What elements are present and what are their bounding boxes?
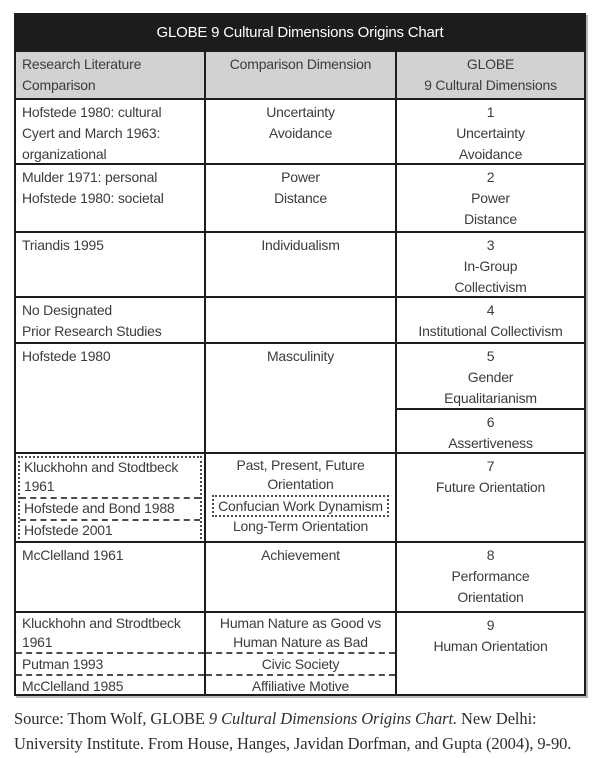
research-literature-cell	[16, 613, 204, 694]
literature-section: Hofstede 2001	[20, 519, 200, 541]
row-power-distance	[16, 163, 584, 231]
globe-dimension-cell: 4 Institutional Collectivism	[418, 302, 563, 339]
research-literature-cell: Hofstede 1980	[22, 348, 111, 364]
header-research-literature: Research Literature Comparison	[22, 56, 142, 93]
research-literature-cell: No Designated Prior Research Studies	[22, 302, 162, 339]
research-literature-cell: Triandis 1995	[22, 237, 104, 253]
origins-chart-table	[14, 13, 586, 696]
dotted-literature-box	[18, 456, 202, 541]
dotted-dimension-box: Confucian Work Dynamism	[212, 495, 389, 517]
comparison-dimension-cell	[204, 613, 397, 694]
comparison-dimension-cell: Uncertainty Avoidance	[204, 100, 397, 163]
header-comparison-dimension: Comparison Dimension	[204, 52, 397, 98]
globe-dimension-split-cell	[397, 344, 584, 452]
comparison-dimension-cell: Past, Present, Future Orientation Confucian Work Dynamism Long-Term Orientation	[204, 454, 397, 541]
globe-dimension-cell: 1 Uncertainty Avoidance	[456, 104, 525, 162]
comparison-dimension-cell-empty	[204, 298, 397, 342]
comparison-dimension-cell: Power Distance	[204, 165, 397, 231]
row-gender-equalitarianism-assertiveness	[16, 342, 584, 452]
globe-dimension-6: 6 Assertiveness	[397, 408, 584, 452]
literature-section: Putman 1993	[16, 652, 204, 674]
literature-section: Hofstede and Bond 1988	[20, 497, 200, 519]
comparison-dimension-cell: Masculinity	[204, 344, 397, 452]
dimension-section: Affiliative Motive	[206, 674, 395, 694]
row-uncertainty-avoidance	[16, 98, 584, 163]
comparison-dimension-cell: Achievement	[204, 543, 397, 611]
research-literature-cell	[16, 454, 204, 541]
dimension-section: Civic Society	[206, 652, 395, 674]
source-suffix: New Delhi:	[456, 709, 537, 728]
source-italic-title: 9 Cultural Dimensions Origins Chart.	[208, 709, 457, 728]
header-globe-dimensions: GLOBE 9 Cultural Dimensions	[424, 56, 557, 93]
row-human-orientation	[16, 611, 584, 694]
globe-dimension-cell: 2 Power Distance	[464, 169, 517, 227]
dimension-section: Human Nature as Good vs Human Nature as Bad	[219, 615, 382, 650]
row-performance-orientation	[16, 541, 584, 611]
comparison-dimension-cell: Individualism	[204, 233, 397, 296]
globe-dimension-cell: 9 Human Orientation	[433, 617, 548, 654]
literature-section: Kluckhohn and Stodtbeck 1961	[24, 459, 179, 494]
row-future-orientation	[16, 452, 584, 541]
research-literature-cell: Mulder 1971: personal Hofstede 1980: societal	[22, 169, 164, 206]
source-line2: University Institute. From House, Hanges, Javidan Dorfman, and Gupta (2004), 9-90.	[14, 734, 572, 753]
source-prefix: Source: Thom Wolf, GLOBE	[14, 709, 209, 728]
research-literature-cell: McClelland 1961	[22, 547, 124, 563]
globe-dimension-cell: 8 Performance Orientation	[451, 547, 530, 605]
literature-section: Kluckhohn and Strodtbeck 1961	[22, 615, 181, 650]
research-literature-cell: Hofstede 1980: cultural Cyert and March 1963: organizational	[22, 104, 162, 162]
literature-section: McClelland 1985	[16, 674, 204, 694]
globe-dimension-cell: 7 Future Orientation	[435, 458, 546, 495]
header-row	[16, 50, 584, 98]
globe-dimension-5: 5 Gender Equalitarianism	[444, 348, 537, 406]
row-ingroup-collectivism	[16, 231, 584, 296]
globe-dimension-cell: 3 In-Group Collectivism	[454, 237, 527, 295]
source-citation	[14, 706, 590, 756]
row-institutional-collectivism	[16, 296, 584, 342]
table-title: GLOBE 9 Cultural Dimensions Origins Chart	[16, 15, 584, 50]
